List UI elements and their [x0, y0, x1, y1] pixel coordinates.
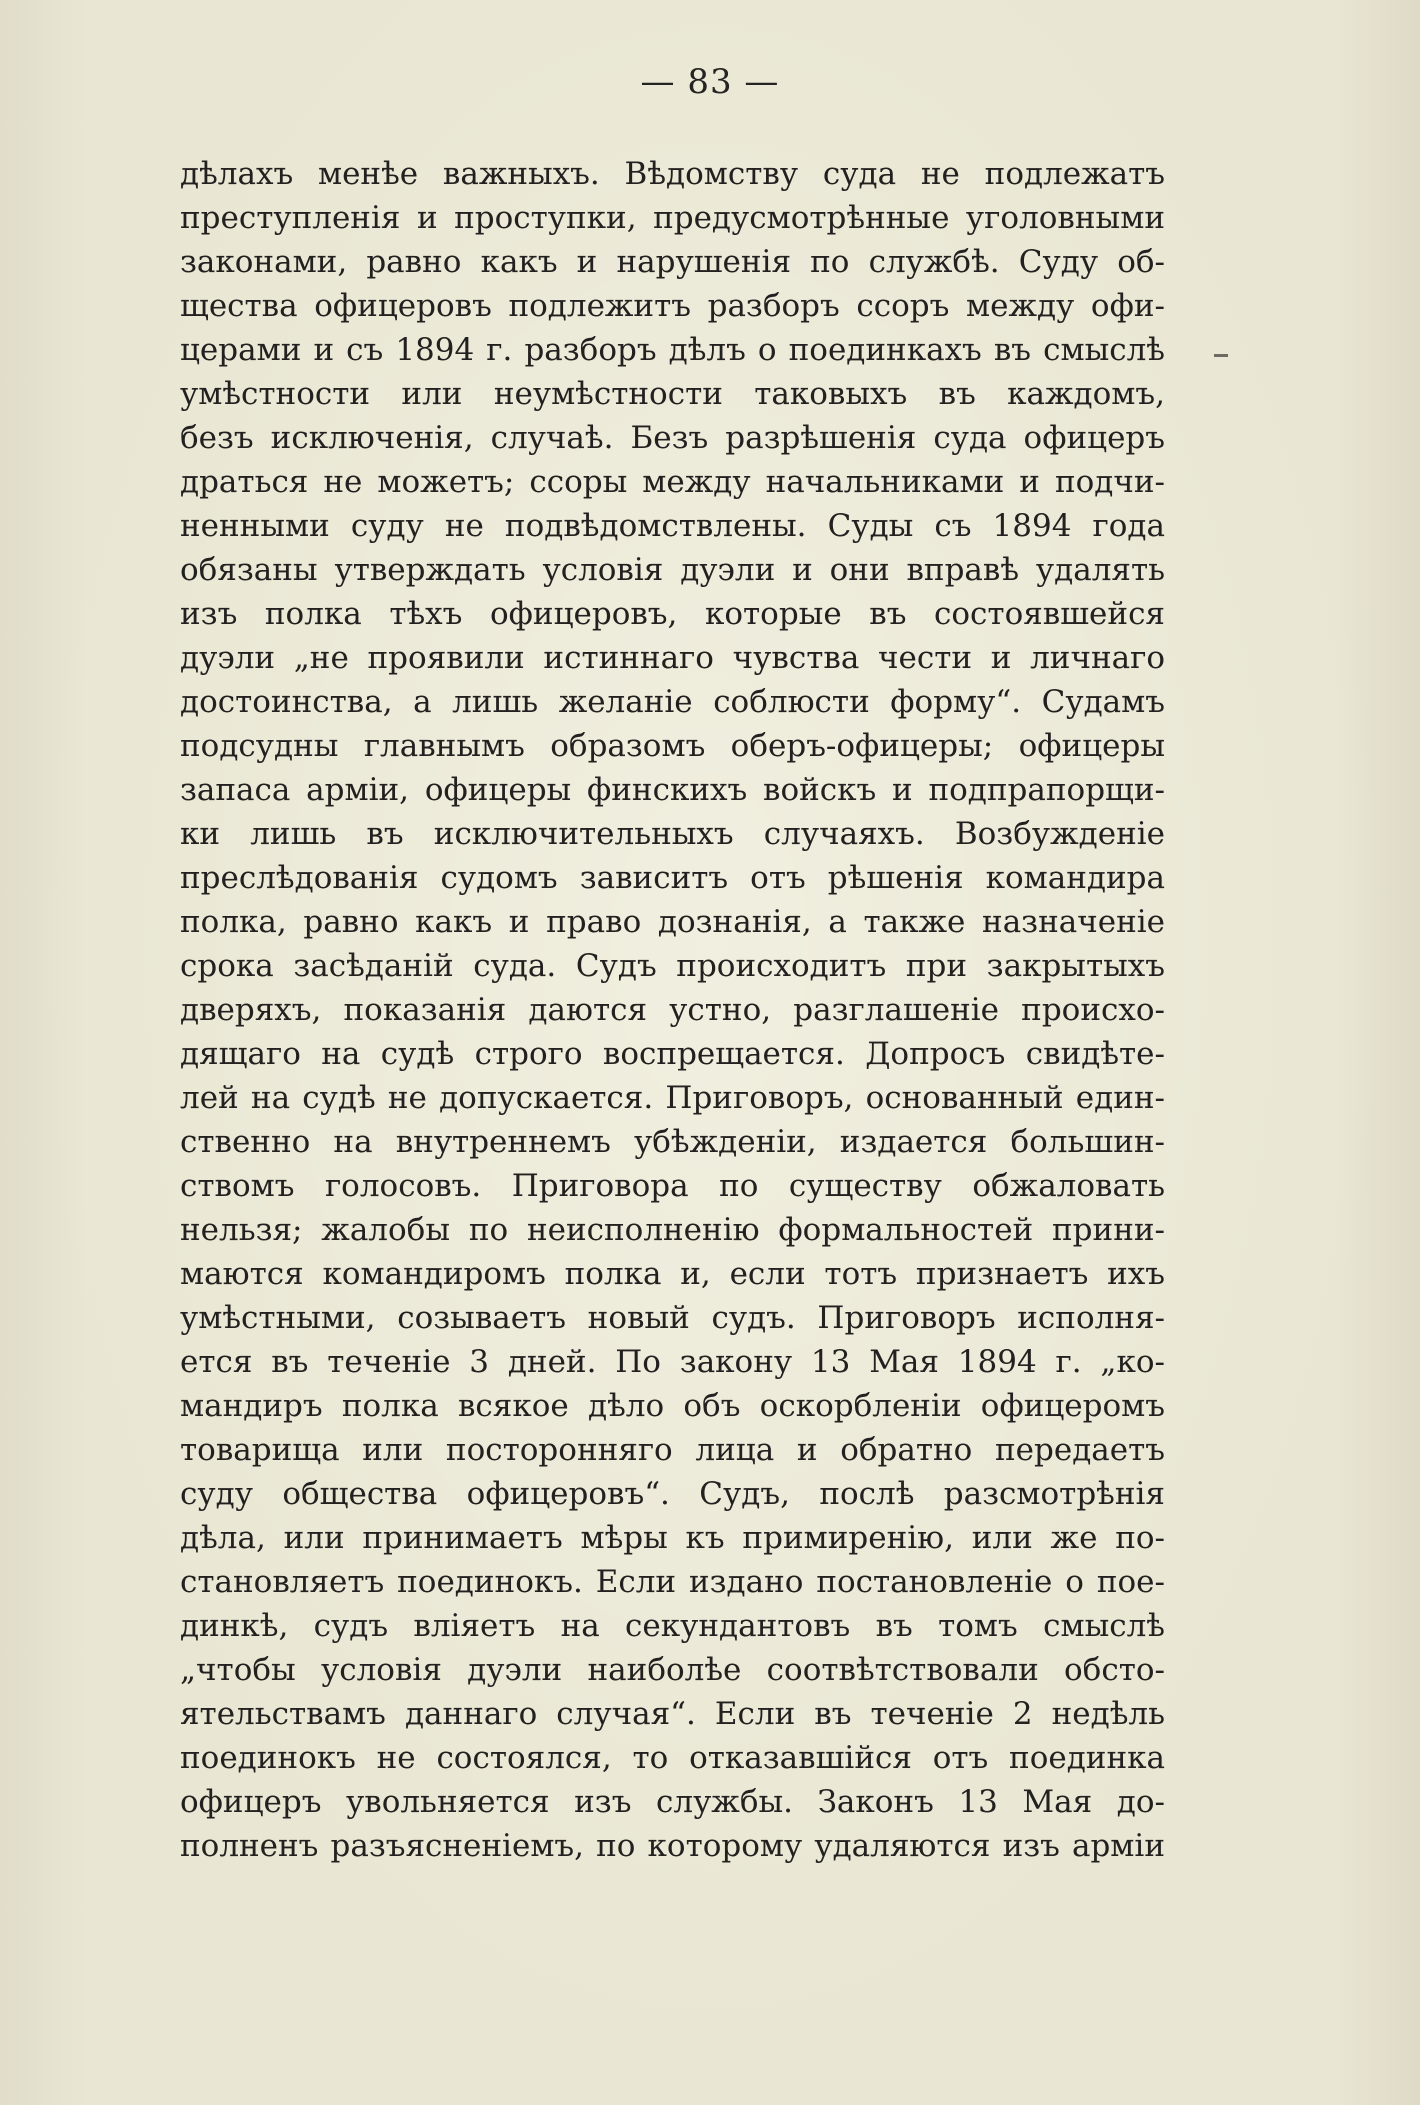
text-line: достоинства, а лишь желаніе соблюсти форму“. Судамъ — [180, 684, 1165, 720]
text-line: маются командиромъ полка и, если тотъ признаетъ ихъ — [180, 1256, 1165, 1292]
text-line: запаса арміи, офицеры финскихъ войскъ и подпрапорщи- — [180, 772, 1165, 808]
page-number: — 83 — — [640, 62, 780, 102]
text-line: церами и съ 1894 г. разборъ дѣлъ о поединкахъ въ смыслѣ — [180, 332, 1165, 368]
text-line: срока засѣданій суда. Судъ происходитъ при закрытыхъ — [180, 948, 1165, 984]
text-line: безъ исключенія, случаѣ. Безъ разрѣшенія суда офицеръ — [180, 420, 1165, 456]
text-line: товарища или посторонняго лица и обратно передаетъ — [180, 1432, 1165, 1468]
text-line: офицеръ увольняется изъ службы. Законъ 13 Мая до- — [180, 1784, 1165, 1820]
text-line: изъ полка тѣхъ офицеровъ, которые въ состоявшейся — [180, 596, 1165, 632]
text-line: ствомъ голосовъ. Приговора по существу обжаловать — [180, 1168, 1165, 1204]
text-line: дящаго на судѣ строго воспрещается. Допросъ свидѣте- — [180, 1036, 1165, 1072]
text-line: преступленія и проступки, предусмотрѣнные уголовными — [180, 200, 1165, 236]
text-line: суду общества офицеровъ“. Судъ, послѣ разсмотрѣнія — [180, 1476, 1165, 1512]
text-line: полненъ разъясненіемъ, по которому удаляются изъ арміи — [180, 1828, 1165, 1864]
text-line: поединокъ не состоялся, то отказавшійся отъ поединка — [180, 1740, 1165, 1776]
text-line: полка, равно какъ и право дознанія, а также назначеніе — [180, 904, 1165, 940]
text-line: ственно на внутреннемъ убѣжденіи, издается большин- — [180, 1124, 1165, 1160]
text-line: ется въ теченіе 3 дней. По закону 13 Мая 1894 г. „ко- — [180, 1344, 1165, 1380]
body-text — [180, 152, 1165, 1868]
text-line: лей на судѣ не допускается. Приговоръ, основанный един- — [180, 1080, 1165, 1116]
text-line: подсудны главнымъ образомъ оберъ-офицеры; офицеры — [180, 728, 1165, 764]
text-line: преслѣдованія судомъ зависитъ отъ рѣшенія командира — [180, 860, 1165, 896]
text-line: нельзя; жалобы по неисполненію формальностей прини- — [180, 1212, 1165, 1248]
text-line: дѣла, или принимаетъ мѣры къ примиренію, или же по- — [180, 1520, 1165, 1556]
text-line: обязаны утверждать условія дуэли и они вправѣ удалять — [180, 552, 1165, 588]
text-line: „чтобы условія дуэли наиболѣе соотвѣтствовали обсто- — [180, 1652, 1165, 1688]
text-line: дѣлахъ менѣе важныхъ. Вѣдомству суда не подлежатъ — [180, 156, 1165, 192]
margin-mark — [1214, 354, 1228, 357]
text-line: драться не можетъ; ссоры между начальниками и подчи- — [180, 464, 1165, 500]
text-line: щества офицеровъ подлежитъ разборъ ссоръ между офи- — [180, 288, 1165, 324]
text-line: динкѣ, судъ вліяетъ на секундантовъ въ томъ смыслѣ — [180, 1608, 1165, 1644]
text-line: умѣстности или неумѣстности таковыхъ въ каждомъ, — [180, 376, 1165, 412]
text-line: законами, равно какъ и нарушенія по службѣ. Суду об- — [180, 244, 1165, 280]
text-line: ненными суду не подвѣдомствлены. Суды съ 1894 года — [180, 508, 1165, 544]
text-line: умѣстными, созываетъ новый судъ. Приговоръ исполня- — [180, 1300, 1165, 1336]
text-line: мандиръ полка всякое дѣло объ оскорбленіи офицеромъ — [180, 1388, 1165, 1424]
text-line: становляетъ поединокъ. Если издано постановленіе о пое- — [180, 1564, 1165, 1600]
text-line: ки лишь въ исключительныхъ случаяхъ. Возбужденіе — [180, 816, 1165, 852]
text-line: дуэли „не проявили истиннаго чувства чести и личнаго — [180, 640, 1165, 676]
text-line: ятельствамъ даннаго случая“. Если въ теченіе 2 недѣль — [180, 1696, 1165, 1732]
text-line: дверяхъ, показанія даются устно, разглашеніе происхо- — [180, 992, 1165, 1028]
